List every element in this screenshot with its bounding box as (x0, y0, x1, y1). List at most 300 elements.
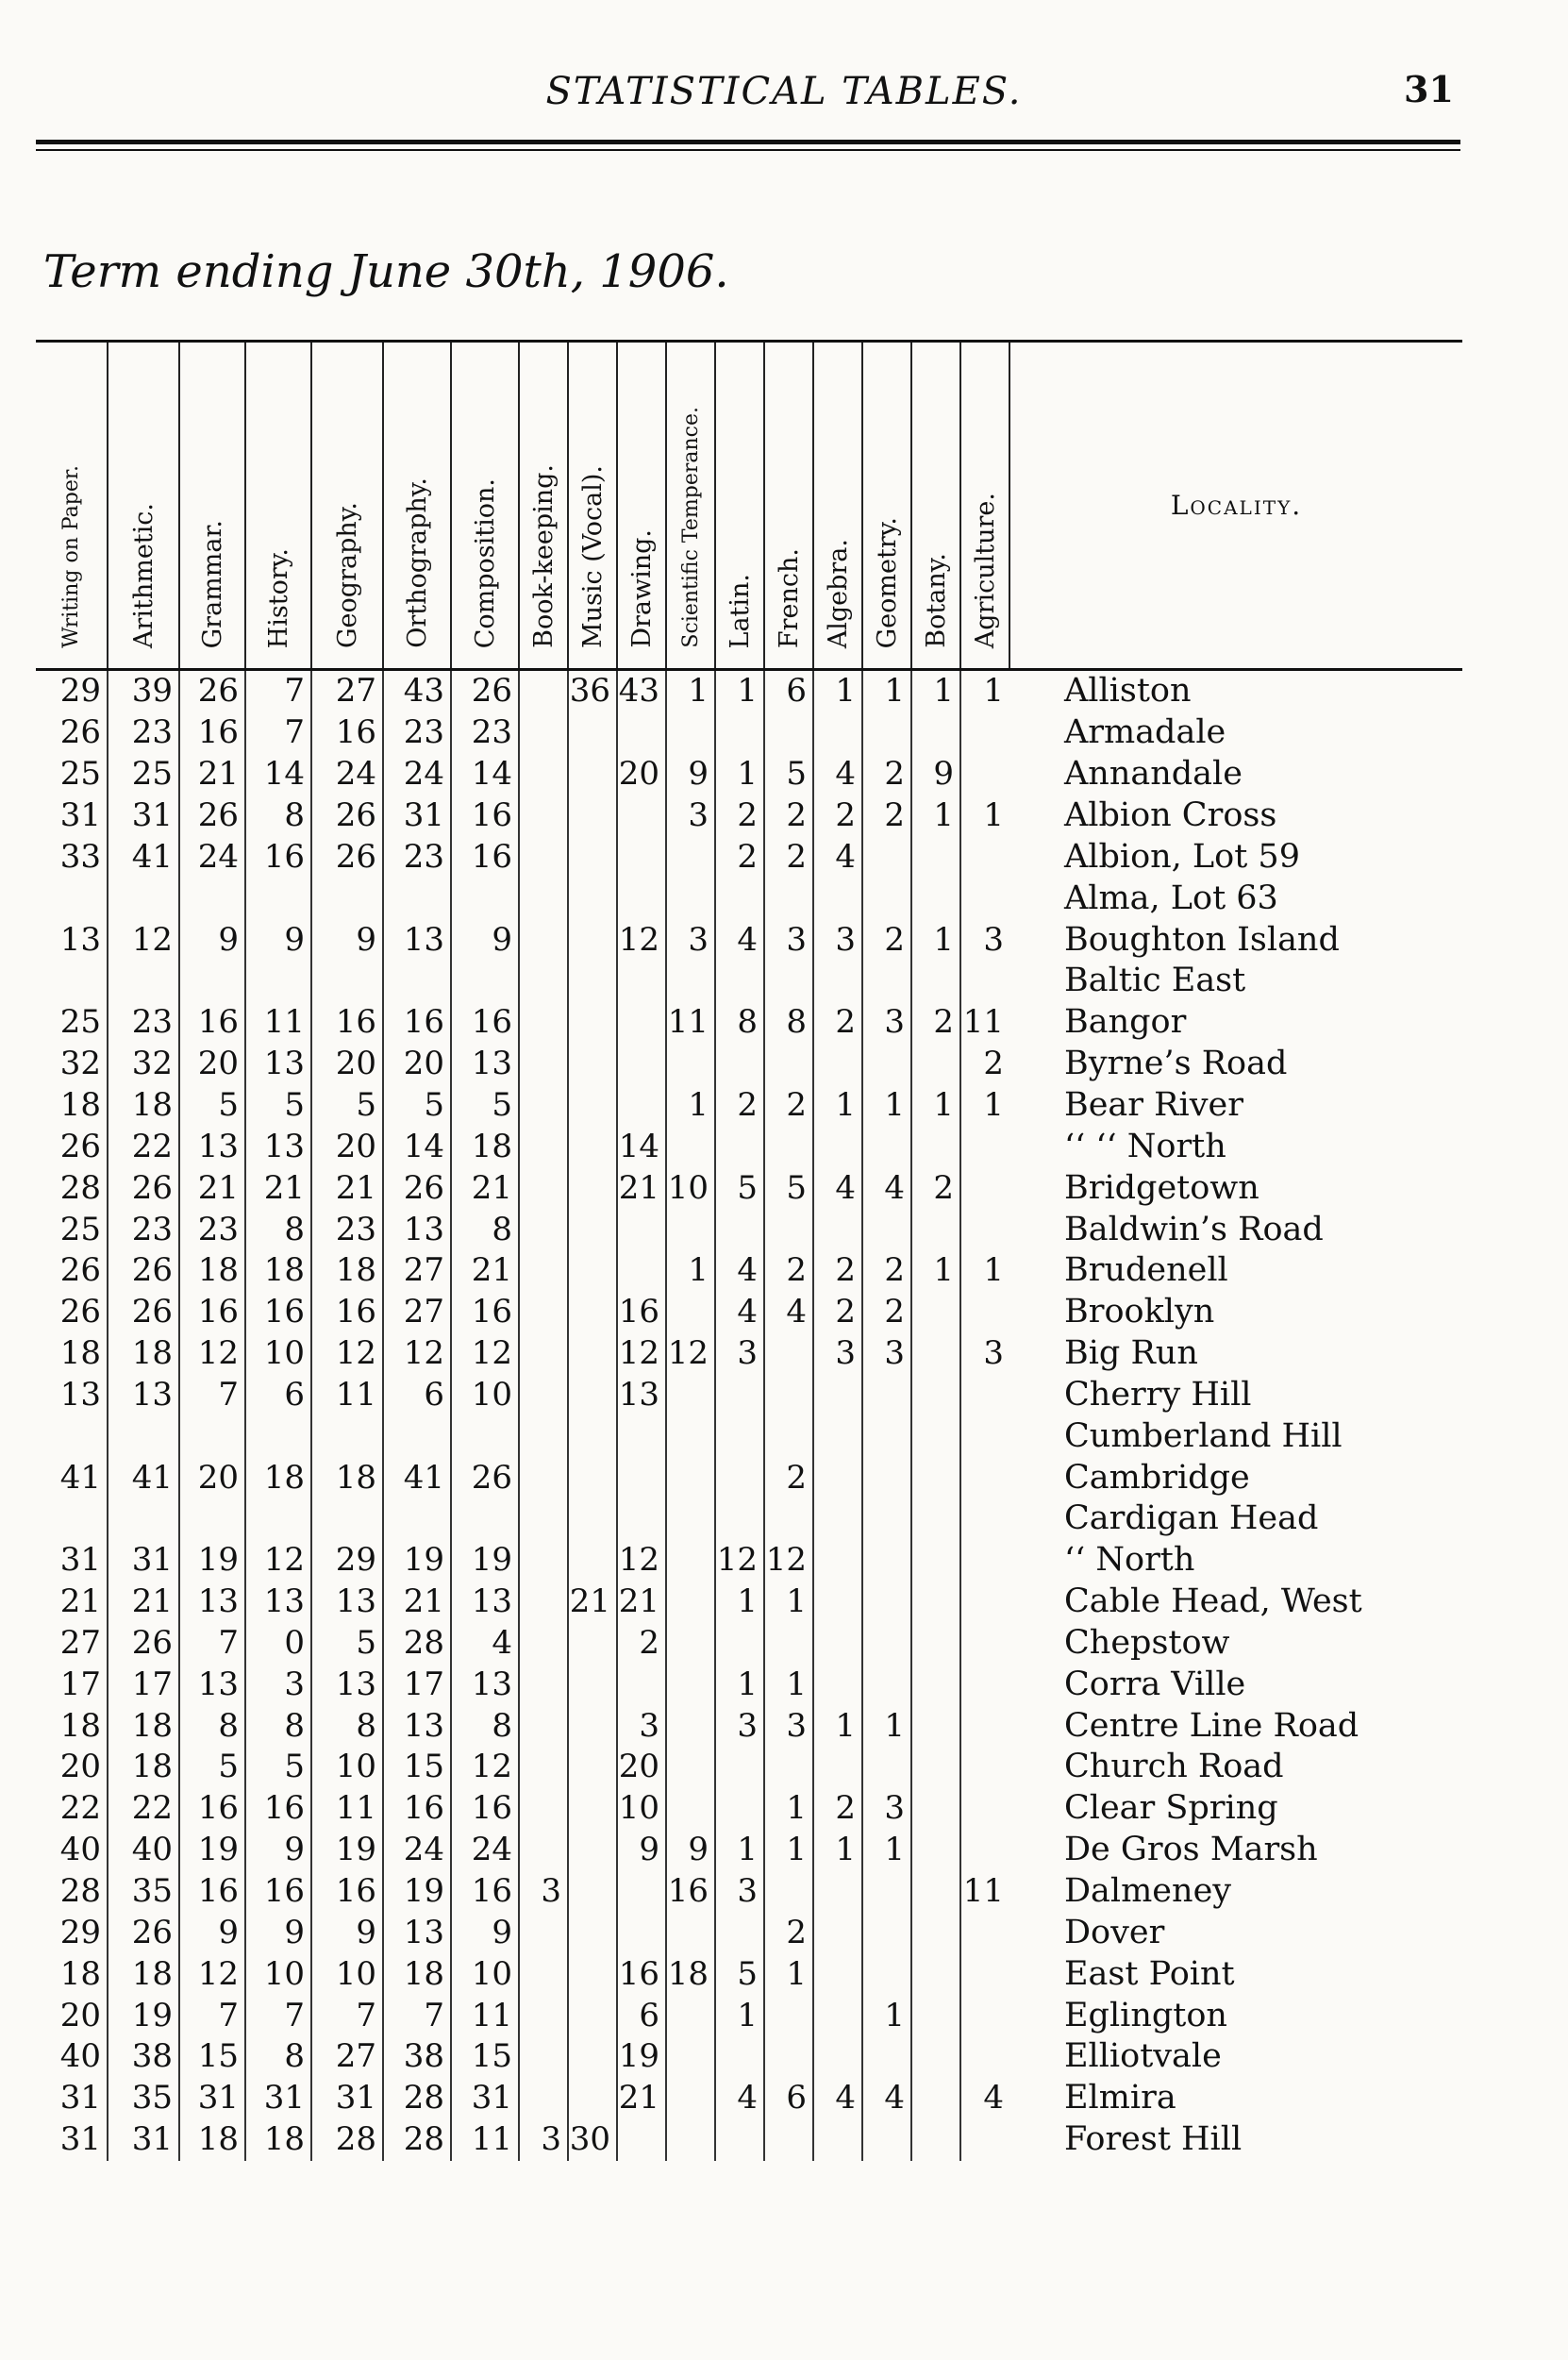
table-row (36, 1912, 1462, 1953)
count-cell: 7 (179, 1623, 245, 1665)
count-cell (245, 878, 311, 919)
count-cell (568, 1457, 617, 1498)
column-header (617, 342, 666, 670)
count-cell (715, 1788, 764, 1830)
count-cell (715, 961, 764, 1002)
count-cell (862, 1953, 911, 1995)
count-cell: 7 (245, 670, 311, 712)
count-cell: 28 (383, 1623, 451, 1665)
count-cell: 12 (764, 1540, 813, 1582)
table-row (36, 1209, 1462, 1250)
count-cell: 13 (245, 1126, 311, 1167)
count-cell: 8 (179, 1705, 245, 1747)
count-cell: 6 (764, 670, 813, 712)
count-cell: 2 (764, 1250, 813, 1292)
count-cell (960, 1292, 1009, 1333)
count-cell (568, 1498, 617, 1540)
count-cell: 18 (311, 1250, 383, 1292)
count-cell: 10 (666, 1167, 715, 1209)
count-cell: 6 (383, 1374, 451, 1415)
count-cell: 24 (179, 836, 245, 878)
table-row (36, 1747, 1462, 1788)
count-cell (617, 1498, 666, 1540)
count-cell (911, 1788, 960, 1830)
count-cell: 27 (311, 2036, 383, 2078)
count-cell: 3 (715, 1333, 764, 1375)
count-cell: 9 (451, 919, 519, 961)
column-header-label: Drawing. (626, 529, 657, 648)
count-cell (911, 1415, 960, 1457)
table-row (36, 878, 1462, 919)
count-cell (911, 1457, 960, 1498)
count-cell: 43 (383, 670, 451, 712)
count-cell: 2 (813, 1250, 862, 1292)
count-cell: 23 (108, 712, 179, 754)
count-cell: 8 (245, 1705, 311, 1747)
statistics-table (36, 340, 1462, 2161)
count-cell (715, 1374, 764, 1415)
count-cell: 12 (311, 1333, 383, 1375)
count-cell (666, 1498, 715, 1540)
count-cell (911, 1664, 960, 1705)
count-cell: 26 (311, 795, 383, 837)
count-cell: 16 (179, 1788, 245, 1830)
count-cell: 16 (617, 1292, 666, 1333)
count-cell: 13 (617, 1374, 666, 1415)
count-cell (715, 1126, 764, 1167)
count-cell: 29 (311, 1540, 383, 1582)
count-cell (666, 1292, 715, 1333)
count-cell: 8 (245, 1209, 311, 1250)
count-cell (813, 1995, 862, 2036)
count-cell: 1 (911, 1085, 960, 1127)
count-cell: 16 (179, 1292, 245, 1333)
column-header-label: Orthography. (402, 477, 432, 648)
column-header-label: Grammar. (197, 519, 227, 648)
count-cell: 13 (179, 1126, 245, 1167)
count-cell (960, 1457, 1009, 1498)
count-cell: 18 (451, 1126, 519, 1167)
table-row (36, 1953, 1462, 1995)
count-cell (568, 1085, 617, 1127)
count-cell: 2 (862, 1292, 911, 1333)
count-cell (179, 1415, 245, 1457)
count-cell (666, 1415, 715, 1457)
count-cell (911, 836, 960, 878)
count-cell: 21 (383, 1582, 451, 1623)
count-cell (813, 1498, 862, 1540)
count-cell: 1 (764, 1664, 813, 1705)
count-cell: 2 (764, 1912, 813, 1953)
count-cell: 16 (245, 1871, 311, 1913)
count-cell: 31 (108, 795, 179, 837)
count-cell: 26 (108, 1250, 179, 1292)
count-cell: 4 (813, 836, 862, 878)
locality-cell: Bridgetown (1064, 1168, 1259, 1207)
count-cell (383, 878, 451, 919)
count-cell: 18 (108, 1333, 179, 1375)
count-cell (960, 1995, 1009, 2036)
count-cell: 10 (311, 1953, 383, 1995)
count-cell (960, 712, 1009, 754)
count-cell (519, 1747, 568, 1788)
count-cell: 1 (666, 1250, 715, 1292)
count-cell: 1 (764, 1788, 813, 1830)
count-cell (862, 1457, 911, 1498)
column-header-label: Scientific Temperance. (678, 407, 703, 648)
count-cell (568, 795, 617, 837)
count-cell (911, 961, 960, 1002)
count-cell: 16 (617, 1953, 666, 1995)
count-cell: 31 (245, 2078, 311, 2119)
count-cell: 21 (451, 1250, 519, 1292)
count-cell (911, 1126, 960, 1167)
table-row (36, 1664, 1462, 1705)
count-cell: 13 (311, 1664, 383, 1705)
count-cell: 6 (245, 1374, 311, 1415)
count-cell (715, 1457, 764, 1498)
count-cell: 16 (179, 712, 245, 754)
count-cell (911, 1333, 960, 1375)
count-cell: 7 (311, 1995, 383, 2036)
count-cell: 2 (617, 1623, 666, 1665)
count-cell (519, 1788, 568, 1830)
count-cell: 4 (715, 919, 764, 961)
count-cell (519, 1002, 568, 1044)
count-cell (813, 1747, 862, 1788)
count-cell: 9 (245, 1912, 311, 1953)
count-cell (960, 1912, 1009, 1953)
count-cell (813, 1912, 862, 1953)
count-cell (666, 1747, 715, 1788)
count-cell: 22 (59, 1789, 101, 1828)
locality-cell: Albion Cross (1064, 796, 1277, 835)
count-cell: 1 (666, 1085, 715, 1127)
count-cell (666, 1457, 715, 1498)
count-cell: 9 (311, 1912, 383, 1953)
count-cell: 23 (311, 1209, 383, 1250)
count-cell: 16 (451, 1871, 519, 1913)
count-cell (451, 1415, 519, 1457)
count-cell (813, 1664, 862, 1705)
count-cell (960, 878, 1009, 919)
count-cell (179, 961, 245, 1002)
count-cell: 18 (245, 1457, 311, 1498)
count-cell (911, 1705, 960, 1747)
locality-cell: Bangor (1064, 1003, 1187, 1042)
count-cell: 3 (715, 1705, 764, 1747)
count-cell: 5 (311, 1623, 383, 1665)
locality-cell: Dover (1064, 1913, 1165, 1951)
count-cell (519, 1085, 568, 1127)
count-cell: 3 (813, 919, 862, 961)
count-cell: 41 (108, 1457, 179, 1498)
table-row (36, 795, 1462, 837)
count-cell: 4 (960, 2078, 1009, 2119)
count-cell (813, 1209, 862, 1250)
count-cell (666, 1044, 715, 1085)
count-cell (715, 1912, 764, 1953)
count-cell (519, 878, 568, 919)
count-cell (36, 1415, 108, 1457)
locality-cell: Chepstow (1064, 1623, 1230, 1662)
count-cell: 41 (59, 1458, 101, 1497)
count-cell (862, 1623, 911, 1665)
count-cell (617, 795, 666, 837)
count-cell: 2 (764, 1457, 813, 1498)
count-cell: 4 (764, 1292, 813, 1333)
count-cell (519, 1044, 568, 1085)
count-cell (960, 1788, 1009, 1830)
count-cell (666, 1788, 715, 1830)
locality-cell: Cumberland Hill (1064, 1416, 1343, 1455)
count-cell (764, 712, 813, 754)
column-header-row (36, 342, 1462, 670)
count-cell (568, 1623, 617, 1665)
count-cell (862, 961, 911, 1002)
locality-cell: Corra Ville (1064, 1665, 1246, 1703)
count-cell (666, 1705, 715, 1747)
locality-cell: Clear Spring (1064, 1789, 1278, 1828)
count-cell (813, 1540, 862, 1582)
count-cell: 21 (179, 1167, 245, 1209)
count-cell (911, 1830, 960, 1871)
count-cell: 17 (108, 1664, 179, 1705)
count-cell: 4 (813, 2078, 862, 2119)
count-cell (813, 961, 862, 1002)
locality-cell: Alma, Lot 63 (1064, 879, 1278, 917)
count-cell (568, 1333, 617, 1375)
count-cell (764, 961, 813, 1002)
table-row (36, 1333, 1462, 1375)
count-cell (911, 712, 960, 754)
count-cell (519, 1830, 568, 1871)
count-cell (568, 1250, 617, 1292)
count-cell: 1 (813, 1085, 862, 1127)
count-cell (617, 2119, 666, 2161)
count-cell: 40 (59, 2037, 101, 2076)
count-cell: 31 (108, 2119, 179, 2161)
count-cell: 11 (311, 1374, 383, 1415)
count-cell (813, 1953, 862, 1995)
count-cell (568, 2078, 617, 2119)
count-cell: 11 (960, 1002, 1009, 1044)
count-cell (568, 919, 617, 961)
count-cell (568, 1126, 617, 1167)
count-cell: 1 (813, 670, 862, 712)
count-cell (911, 2078, 960, 2119)
count-cell: 2 (715, 836, 764, 878)
count-cell: 1 (764, 1953, 813, 1995)
locality-cell: Forest Hill (1064, 2120, 1243, 2159)
count-cell: 24 (383, 754, 451, 795)
count-cell: 19 (383, 1540, 451, 1582)
count-cell: 15 (179, 2036, 245, 2078)
count-cell: 19 (451, 1540, 519, 1582)
count-cell (568, 1995, 617, 2036)
locality-cell: Cambridge (1064, 1458, 1250, 1497)
count-cell: 3 (519, 2119, 568, 2161)
count-cell: 3 (715, 1871, 764, 1913)
count-cell (960, 1830, 1009, 1871)
count-cell: 13 (59, 920, 101, 959)
count-cell (519, 1498, 568, 1540)
count-cell (519, 2036, 568, 2078)
count-cell: 8 (764, 1002, 813, 1044)
count-cell: 16 (451, 836, 519, 878)
count-cell: 9 (179, 919, 245, 961)
count-cell: 13 (179, 1664, 245, 1705)
count-cell: 27 (311, 670, 383, 712)
count-cell (764, 1415, 813, 1457)
count-cell (813, 1582, 862, 1623)
count-cell: 28 (383, 2119, 451, 2161)
count-cell: 3 (666, 795, 715, 837)
count-cell: 19 (617, 2036, 666, 2078)
count-cell: 12 (179, 1333, 245, 1375)
count-cell (862, 1374, 911, 1415)
column-header-label: Writing on Paper. (59, 465, 83, 648)
count-cell (813, 1457, 862, 1498)
count-cell: 18 (108, 1953, 179, 1995)
count-cell (451, 1498, 519, 1540)
count-cell (666, 2119, 715, 2161)
count-cell: 14 (451, 754, 519, 795)
locality-cell: De Gros Marsh (1064, 1831, 1318, 1869)
count-cell (960, 1415, 1009, 1457)
count-cell (519, 1705, 568, 1747)
count-cell (666, 1374, 715, 1415)
count-cell: 16 (451, 1002, 519, 1044)
count-cell (519, 1912, 568, 1953)
count-cell (108, 878, 179, 919)
count-cell: 18 (108, 1747, 179, 1788)
count-cell (519, 2078, 568, 2119)
locality-cell: Dalmeney (1064, 1872, 1232, 1910)
count-cell: 4 (715, 1250, 764, 1292)
locality-cell: Elmira (1064, 2079, 1176, 2117)
count-cell: 7 (245, 1995, 311, 2036)
count-cell (617, 712, 666, 754)
count-cell: 1 (813, 1705, 862, 1747)
count-cell: 41 (383, 1457, 451, 1498)
count-cell: 23 (383, 712, 451, 754)
count-cell (862, 1126, 911, 1167)
count-cell: 9 (911, 754, 960, 795)
count-cell (568, 836, 617, 878)
count-cell (813, 1126, 862, 1167)
count-cell (519, 1209, 568, 1250)
count-cell (764, 1498, 813, 1540)
count-cell: 31 (59, 2120, 101, 2159)
count-cell: 10 (617, 1788, 666, 1830)
count-cell: 21 (617, 2078, 666, 2119)
count-cell: 26 (451, 1457, 519, 1498)
count-cell (764, 1747, 813, 1788)
count-cell (568, 1747, 617, 1788)
locality-cell: Baldwin’s Road (1064, 1210, 1324, 1248)
count-cell: 2 (715, 1085, 764, 1127)
locality-cell: Annandale (1064, 755, 1243, 794)
column-header-label: Arithmetic. (128, 502, 158, 648)
count-cell: 1 (862, 670, 911, 712)
count-cell: 11 (451, 2119, 519, 2161)
count-cell: 16 (311, 712, 383, 754)
count-cell (813, 878, 862, 919)
count-cell: 31 (451, 2078, 519, 2119)
table-row (36, 1292, 1462, 1333)
running-header: STATISTICAL TABLES. (545, 70, 1023, 113)
count-cell: 12 (451, 1333, 519, 1375)
count-cell: 2 (813, 1788, 862, 1830)
count-cell (960, 1209, 1009, 1250)
count-cell: 40 (59, 1831, 101, 1869)
count-cell: 20 (617, 1747, 666, 1788)
count-cell: 4 (813, 1167, 862, 1209)
table-row (36, 2119, 1462, 2161)
count-cell: 4 (715, 2078, 764, 2119)
count-cell: 36 (568, 670, 617, 712)
count-cell: 31 (59, 2079, 101, 2117)
count-cell (666, 2036, 715, 2078)
count-cell (911, 1582, 960, 1623)
count-cell: 39 (108, 670, 179, 712)
count-cell: 31 (179, 2078, 245, 2119)
count-cell: 12 (617, 919, 666, 961)
count-cell: 14 (245, 754, 311, 795)
count-cell: 16 (245, 1788, 311, 1830)
count-cell: 23 (383, 836, 451, 878)
table-row (36, 754, 1462, 795)
count-cell (960, 1167, 1009, 1209)
count-cell (617, 1209, 666, 1250)
column-header (715, 342, 764, 670)
count-cell: 9 (311, 919, 383, 961)
count-cell: 12 (179, 1953, 245, 1995)
count-cell: 1 (960, 1085, 1009, 1127)
count-cell: 6 (764, 2078, 813, 2119)
count-cell (568, 1044, 617, 1085)
count-cell: 16 (666, 1871, 715, 1913)
count-cell (245, 961, 311, 1002)
count-cell (764, 1044, 813, 1085)
count-cell: 12 (245, 1540, 311, 1582)
count-cell: 2 (862, 795, 911, 837)
count-cell (862, 1044, 911, 1085)
count-cell: 1 (666, 670, 715, 712)
table-row (36, 1995, 1462, 2036)
count-cell: 28 (59, 1872, 101, 1910)
count-cell: 16 (311, 1871, 383, 1913)
count-cell: 13 (451, 1044, 519, 1085)
count-cell: 22 (108, 1788, 179, 1830)
count-cell: 28 (383, 2078, 451, 2119)
count-cell (764, 1995, 813, 2036)
count-cell (568, 1912, 617, 1953)
count-cell: 5 (715, 1167, 764, 1209)
count-cell (764, 878, 813, 919)
count-cell (715, 2036, 764, 2078)
count-cell: 1 (911, 670, 960, 712)
count-cell (617, 1912, 666, 1953)
count-cell: 10 (245, 1333, 311, 1375)
count-cell (911, 2036, 960, 2078)
count-cell (715, 2119, 764, 2161)
locality-cell: Cherry Hill (1064, 1375, 1252, 1414)
count-cell: 14 (383, 1126, 451, 1167)
column-header (311, 342, 383, 670)
table-row (36, 712, 1462, 754)
